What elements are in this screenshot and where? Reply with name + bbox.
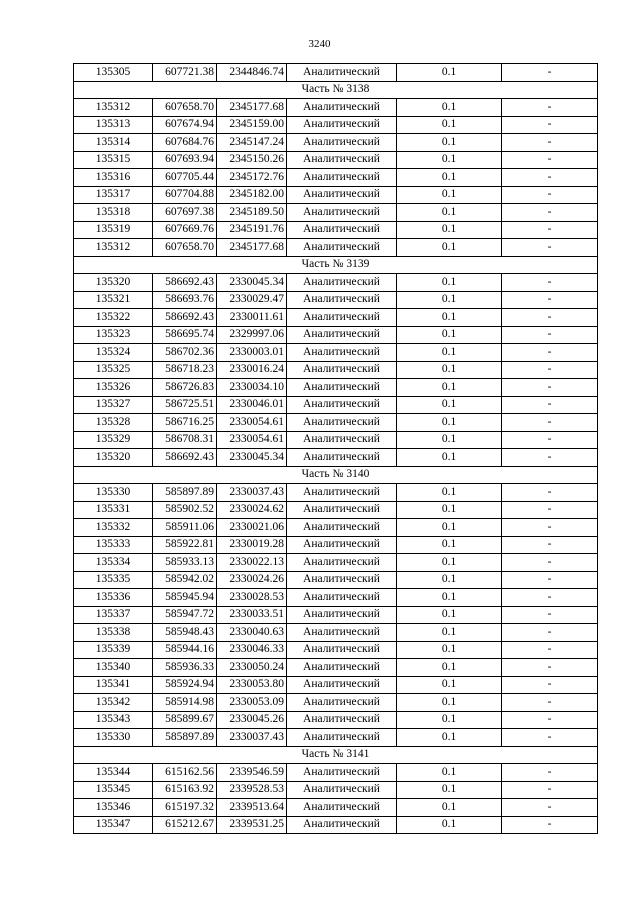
table-row [74, 361, 598, 379]
note-cell: - [502, 501, 598, 519]
point-id-cell: 135347 [74, 816, 153, 834]
accuracy-cell: 0.1 [397, 116, 502, 134]
x-coordinate-cell: 586692.43 [153, 449, 217, 467]
table-row [74, 344, 598, 362]
note-cell: - [502, 449, 598, 467]
note-cell: - [502, 64, 598, 82]
method-cell: Аналитический [287, 291, 397, 309]
table-row [74, 799, 598, 817]
accuracy-cell: 0.1 [397, 484, 502, 502]
y-coordinate-cell: 2330021.06 [217, 519, 287, 537]
x-coordinate-cell: 585902.52 [153, 501, 217, 519]
accuracy-cell: 0.1 [397, 64, 502, 82]
accuracy-cell: 0.1 [397, 239, 502, 257]
point-id-cell: 135322 [74, 309, 153, 327]
table-row [74, 571, 598, 589]
page-number: 3240 [308, 38, 331, 50]
note-cell: - [502, 659, 598, 677]
point-id-cell: 135320 [74, 274, 153, 292]
point-id-cell: 135330 [74, 484, 153, 502]
table-row [74, 536, 598, 554]
accuracy-cell: 0.1 [397, 589, 502, 607]
table-row [74, 606, 598, 624]
x-coordinate-cell: 586702.36 [153, 344, 217, 362]
table-row [74, 64, 598, 82]
method-cell: Аналитический [287, 799, 397, 817]
note-cell: - [502, 676, 598, 694]
method-cell: Аналитический [287, 711, 397, 729]
note-cell: - [502, 729, 598, 747]
x-coordinate-cell: 615212.67 [153, 816, 217, 834]
accuracy-cell: 0.1 [397, 414, 502, 432]
x-coordinate-cell: 586726.83 [153, 379, 217, 397]
accuracy-cell: 0.1 [397, 291, 502, 309]
method-cell: Аналитический [287, 239, 397, 257]
x-coordinate-cell: 607684.76 [153, 134, 217, 152]
method-cell: Аналитический [287, 414, 397, 432]
table-row [74, 239, 598, 257]
accuracy-cell: 0.1 [397, 309, 502, 327]
note-cell: - [502, 151, 598, 169]
accuracy-cell: 0.1 [397, 536, 502, 554]
note-cell: - [502, 116, 598, 134]
point-id-cell: 135332 [74, 519, 153, 537]
table-row [74, 186, 598, 204]
y-coordinate-cell: 2330050.24 [217, 659, 287, 677]
table-row [74, 169, 598, 187]
x-coordinate-cell: 607693.94 [153, 151, 217, 169]
table-row [74, 414, 598, 432]
point-id-cell: 135335 [74, 571, 153, 589]
x-coordinate-cell: 615162.56 [153, 764, 217, 782]
y-coordinate-cell: 2330053.09 [217, 694, 287, 712]
note-cell: - [502, 624, 598, 642]
point-id-cell: 135312 [74, 239, 153, 257]
method-cell: Аналитический [287, 484, 397, 502]
table-row [74, 221, 598, 239]
note-cell: - [502, 519, 598, 537]
y-coordinate-cell: 2345172.76 [217, 169, 287, 187]
table-row [74, 309, 598, 327]
accuracy-cell: 0.1 [397, 764, 502, 782]
y-coordinate-cell: 2345147.24 [217, 134, 287, 152]
point-id-cell: 135331 [74, 501, 153, 519]
method-cell: Аналитический [287, 624, 397, 642]
x-coordinate-cell: 585899.67 [153, 711, 217, 729]
x-coordinate-cell: 585924.94 [153, 676, 217, 694]
x-coordinate-cell: 585944.16 [153, 641, 217, 659]
table-row [74, 449, 598, 467]
method-cell: Аналитический [287, 501, 397, 519]
table-row [74, 729, 598, 747]
y-coordinate-cell: 2345189.50 [217, 204, 287, 222]
note-cell: - [502, 99, 598, 117]
y-coordinate-cell: 2345150.26 [217, 151, 287, 169]
method-cell: Аналитический [287, 589, 397, 607]
table-row [74, 431, 598, 449]
note-cell: - [502, 414, 598, 432]
note-cell: - [502, 326, 598, 344]
method-cell: Аналитический [287, 554, 397, 572]
accuracy-cell: 0.1 [397, 571, 502, 589]
note-cell: - [502, 221, 598, 239]
x-coordinate-cell: 607669.76 [153, 221, 217, 239]
method-cell: Аналитический [287, 309, 397, 327]
note-cell: - [502, 711, 598, 729]
note-cell: - [502, 816, 598, 834]
accuracy-cell: 0.1 [397, 606, 502, 624]
point-id-cell: 135319 [74, 221, 153, 239]
method-cell: Аналитический [287, 344, 397, 362]
point-id-cell: 135323 [74, 326, 153, 344]
x-coordinate-cell: 585914.98 [153, 694, 217, 712]
method-cell: Аналитический [287, 781, 397, 799]
table-row [74, 641, 598, 659]
point-id-cell: 135328 [74, 414, 153, 432]
method-cell: Аналитический [287, 169, 397, 187]
x-coordinate-cell: 615163.92 [153, 781, 217, 799]
x-coordinate-cell: 586692.43 [153, 309, 217, 327]
x-coordinate-cell: 607721.38 [153, 64, 217, 82]
table-row [74, 589, 598, 607]
y-coordinate-cell: 2330053.80 [217, 676, 287, 694]
point-id-cell: 135330 [74, 729, 153, 747]
accuracy-cell: 0.1 [397, 396, 502, 414]
table-row [74, 711, 598, 729]
point-id-cell: 135326 [74, 379, 153, 397]
section-header-row [74, 81, 598, 99]
section-title: Часть № 3139 [74, 256, 598, 274]
note-cell: - [502, 606, 598, 624]
accuracy-cell: 0.1 [397, 781, 502, 799]
section-header-row [74, 466, 598, 484]
method-cell: Аналитический [287, 116, 397, 134]
x-coordinate-cell: 607704.88 [153, 186, 217, 204]
x-coordinate-cell: 586718.23 [153, 361, 217, 379]
method-cell: Аналитический [287, 64, 397, 82]
y-coordinate-cell: 2330033.51 [217, 606, 287, 624]
note-cell: - [502, 484, 598, 502]
x-coordinate-cell: 585936.33 [153, 659, 217, 677]
point-id-cell: 135320 [74, 449, 153, 467]
y-coordinate-cell: 2330024.26 [217, 571, 287, 589]
method-cell: Аналитический [287, 134, 397, 152]
accuracy-cell: 0.1 [397, 659, 502, 677]
method-cell: Аналитический [287, 326, 397, 344]
y-coordinate-cell: 2330054.61 [217, 431, 287, 449]
y-coordinate-cell: 2345191.76 [217, 221, 287, 239]
accuracy-cell: 0.1 [397, 711, 502, 729]
accuracy-cell: 0.1 [397, 186, 502, 204]
method-cell: Аналитический [287, 204, 397, 222]
y-coordinate-cell: 2330037.43 [217, 484, 287, 502]
accuracy-cell: 0.1 [397, 99, 502, 117]
y-coordinate-cell: 2330022.13 [217, 554, 287, 572]
point-id-cell: 135345 [74, 781, 153, 799]
y-coordinate-cell: 2330054.61 [217, 414, 287, 432]
method-cell: Аналитический [287, 536, 397, 554]
table-row [74, 379, 598, 397]
accuracy-cell: 0.1 [397, 641, 502, 659]
x-coordinate-cell: 607674.94 [153, 116, 217, 134]
method-cell: Аналитический [287, 676, 397, 694]
accuracy-cell: 0.1 [397, 431, 502, 449]
section-header-row [74, 256, 598, 274]
y-coordinate-cell: 2345177.68 [217, 239, 287, 257]
accuracy-cell: 0.1 [397, 519, 502, 537]
note-cell: - [502, 186, 598, 204]
y-coordinate-cell: 2330024.62 [217, 501, 287, 519]
table-row [74, 204, 598, 222]
table-row [74, 501, 598, 519]
section-title: Часть № 3141 [74, 746, 598, 764]
accuracy-cell: 0.1 [397, 204, 502, 222]
x-coordinate-cell: 585897.89 [153, 729, 217, 747]
y-coordinate-cell: 2339528.53 [217, 781, 287, 799]
point-id-cell: 135339 [74, 641, 153, 659]
x-coordinate-cell: 586693.76 [153, 291, 217, 309]
x-coordinate-cell: 607705.44 [153, 169, 217, 187]
point-id-cell: 135327 [74, 396, 153, 414]
y-coordinate-cell: 2330045.34 [217, 449, 287, 467]
point-id-cell: 135324 [74, 344, 153, 362]
point-id-cell: 135346 [74, 799, 153, 817]
accuracy-cell: 0.1 [397, 554, 502, 572]
y-coordinate-cell: 2330045.26 [217, 711, 287, 729]
x-coordinate-cell: 607658.70 [153, 99, 217, 117]
note-cell: - [502, 379, 598, 397]
y-coordinate-cell: 2345159.00 [217, 116, 287, 134]
coordinates-table [73, 63, 598, 834]
y-coordinate-cell: 2330040.63 [217, 624, 287, 642]
y-coordinate-cell: 2330028.53 [217, 589, 287, 607]
table-row [74, 274, 598, 292]
x-coordinate-cell: 585911.06 [153, 519, 217, 537]
point-id-cell: 135341 [74, 676, 153, 694]
accuracy-cell: 0.1 [397, 624, 502, 642]
accuracy-cell: 0.1 [397, 729, 502, 747]
method-cell: Аналитический [287, 151, 397, 169]
accuracy-cell: 0.1 [397, 694, 502, 712]
point-id-cell: 135321 [74, 291, 153, 309]
point-id-cell: 135317 [74, 186, 153, 204]
point-id-cell: 135343 [74, 711, 153, 729]
x-coordinate-cell: 585945.94 [153, 589, 217, 607]
note-cell: - [502, 204, 598, 222]
x-coordinate-cell: 586716.25 [153, 414, 217, 432]
note-cell: - [502, 274, 598, 292]
method-cell: Аналитический [287, 449, 397, 467]
x-coordinate-cell: 586695.74 [153, 326, 217, 344]
note-cell: - [502, 291, 598, 309]
y-coordinate-cell: 2330046.01 [217, 396, 287, 414]
method-cell: Аналитический [287, 571, 397, 589]
note-cell: - [502, 344, 598, 362]
x-coordinate-cell: 615197.32 [153, 799, 217, 817]
table-row [74, 396, 598, 414]
accuracy-cell: 0.1 [397, 361, 502, 379]
note-cell: - [502, 554, 598, 572]
x-coordinate-cell: 586692.43 [153, 274, 217, 292]
x-coordinate-cell: 585947.72 [153, 606, 217, 624]
table-row [74, 816, 598, 834]
method-cell: Аналитический [287, 764, 397, 782]
y-coordinate-cell: 2330029.47 [217, 291, 287, 309]
y-coordinate-cell: 2330003.01 [217, 344, 287, 362]
note-cell: - [502, 361, 598, 379]
y-coordinate-cell: 2330046.33 [217, 641, 287, 659]
x-coordinate-cell: 585948.43 [153, 624, 217, 642]
accuracy-cell: 0.1 [397, 816, 502, 834]
x-coordinate-cell: 607697.38 [153, 204, 217, 222]
method-cell: Аналитический [287, 99, 397, 117]
table-row [74, 659, 598, 677]
y-coordinate-cell: 2339546.59 [217, 764, 287, 782]
accuracy-cell: 0.1 [397, 501, 502, 519]
note-cell: - [502, 641, 598, 659]
table-row [74, 291, 598, 309]
method-cell: Аналитический [287, 606, 397, 624]
x-coordinate-cell: 586708.31 [153, 431, 217, 449]
point-id-cell: 135325 [74, 361, 153, 379]
note-cell: - [502, 781, 598, 799]
table-row [74, 554, 598, 572]
point-id-cell: 135340 [74, 659, 153, 677]
table-row [74, 764, 598, 782]
accuracy-cell: 0.1 [397, 169, 502, 187]
y-coordinate-cell: 2344846.74 [217, 64, 287, 82]
y-coordinate-cell: 2330034.10 [217, 379, 287, 397]
accuracy-cell: 0.1 [397, 221, 502, 239]
accuracy-cell: 0.1 [397, 151, 502, 169]
method-cell: Аналитический [287, 186, 397, 204]
y-coordinate-cell: 2330045.34 [217, 274, 287, 292]
note-cell: - [502, 239, 598, 257]
x-coordinate-cell: 585933.13 [153, 554, 217, 572]
section-header-row [74, 746, 598, 764]
note-cell: - [502, 571, 598, 589]
y-coordinate-cell: 2330011.61 [217, 309, 287, 327]
method-cell: Аналитический [287, 396, 397, 414]
y-coordinate-cell: 2339513.64 [217, 799, 287, 817]
table-row [74, 134, 598, 152]
accuracy-cell: 0.1 [397, 799, 502, 817]
y-coordinate-cell: 2330016.24 [217, 361, 287, 379]
point-id-cell: 135329 [74, 431, 153, 449]
x-coordinate-cell: 585942.02 [153, 571, 217, 589]
table-row [74, 326, 598, 344]
method-cell: Аналитический [287, 816, 397, 834]
method-cell: Аналитический [287, 659, 397, 677]
table-row [74, 484, 598, 502]
section-title: Часть № 3138 [74, 81, 598, 99]
y-coordinate-cell: 2330037.43 [217, 729, 287, 747]
point-id-cell: 135312 [74, 99, 153, 117]
table-row [74, 781, 598, 799]
note-cell: - [502, 589, 598, 607]
point-id-cell: 135334 [74, 554, 153, 572]
method-cell: Аналитический [287, 519, 397, 537]
y-coordinate-cell: 2339531.25 [217, 816, 287, 834]
table-row [74, 99, 598, 117]
y-coordinate-cell: 2330019.28 [217, 536, 287, 554]
table-row [74, 676, 598, 694]
x-coordinate-cell: 607658.70 [153, 239, 217, 257]
point-id-cell: 135305 [74, 64, 153, 82]
method-cell: Аналитический [287, 379, 397, 397]
point-id-cell: 135318 [74, 204, 153, 222]
note-cell: - [502, 799, 598, 817]
table-row [74, 151, 598, 169]
table-row [74, 694, 598, 712]
point-id-cell: 135342 [74, 694, 153, 712]
method-cell: Аналитический [287, 274, 397, 292]
point-id-cell: 135315 [74, 151, 153, 169]
point-id-cell: 135344 [74, 764, 153, 782]
section-title: Часть № 3140 [74, 466, 598, 484]
y-coordinate-cell: 2329997.06 [217, 326, 287, 344]
point-id-cell: 135316 [74, 169, 153, 187]
method-cell: Аналитический [287, 729, 397, 747]
table-row [74, 519, 598, 537]
table-row [74, 116, 598, 134]
table-row [74, 624, 598, 642]
method-cell: Аналитический [287, 641, 397, 659]
point-id-cell: 135337 [74, 606, 153, 624]
note-cell: - [502, 764, 598, 782]
note-cell: - [502, 431, 598, 449]
point-id-cell: 135338 [74, 624, 153, 642]
accuracy-cell: 0.1 [397, 449, 502, 467]
note-cell: - [502, 396, 598, 414]
x-coordinate-cell: 585897.89 [153, 484, 217, 502]
point-id-cell: 135314 [74, 134, 153, 152]
accuracy-cell: 0.1 [397, 274, 502, 292]
method-cell: Аналитический [287, 361, 397, 379]
x-coordinate-cell: 586725.51 [153, 396, 217, 414]
accuracy-cell: 0.1 [397, 676, 502, 694]
accuracy-cell: 0.1 [397, 134, 502, 152]
accuracy-cell: 0.1 [397, 379, 502, 397]
note-cell: - [502, 694, 598, 712]
y-coordinate-cell: 2345177.68 [217, 99, 287, 117]
y-coordinate-cell: 2345182.00 [217, 186, 287, 204]
method-cell: Аналитический [287, 221, 397, 239]
point-id-cell: 135333 [74, 536, 153, 554]
accuracy-cell: 0.1 [397, 326, 502, 344]
method-cell: Аналитический [287, 431, 397, 449]
note-cell: - [502, 169, 598, 187]
note-cell: - [502, 309, 598, 327]
note-cell: - [502, 134, 598, 152]
accuracy-cell: 0.1 [397, 344, 502, 362]
method-cell: Аналитический [287, 694, 397, 712]
point-id-cell: 135336 [74, 589, 153, 607]
x-coordinate-cell: 585922.81 [153, 536, 217, 554]
note-cell: - [502, 536, 598, 554]
point-id-cell: 135313 [74, 116, 153, 134]
